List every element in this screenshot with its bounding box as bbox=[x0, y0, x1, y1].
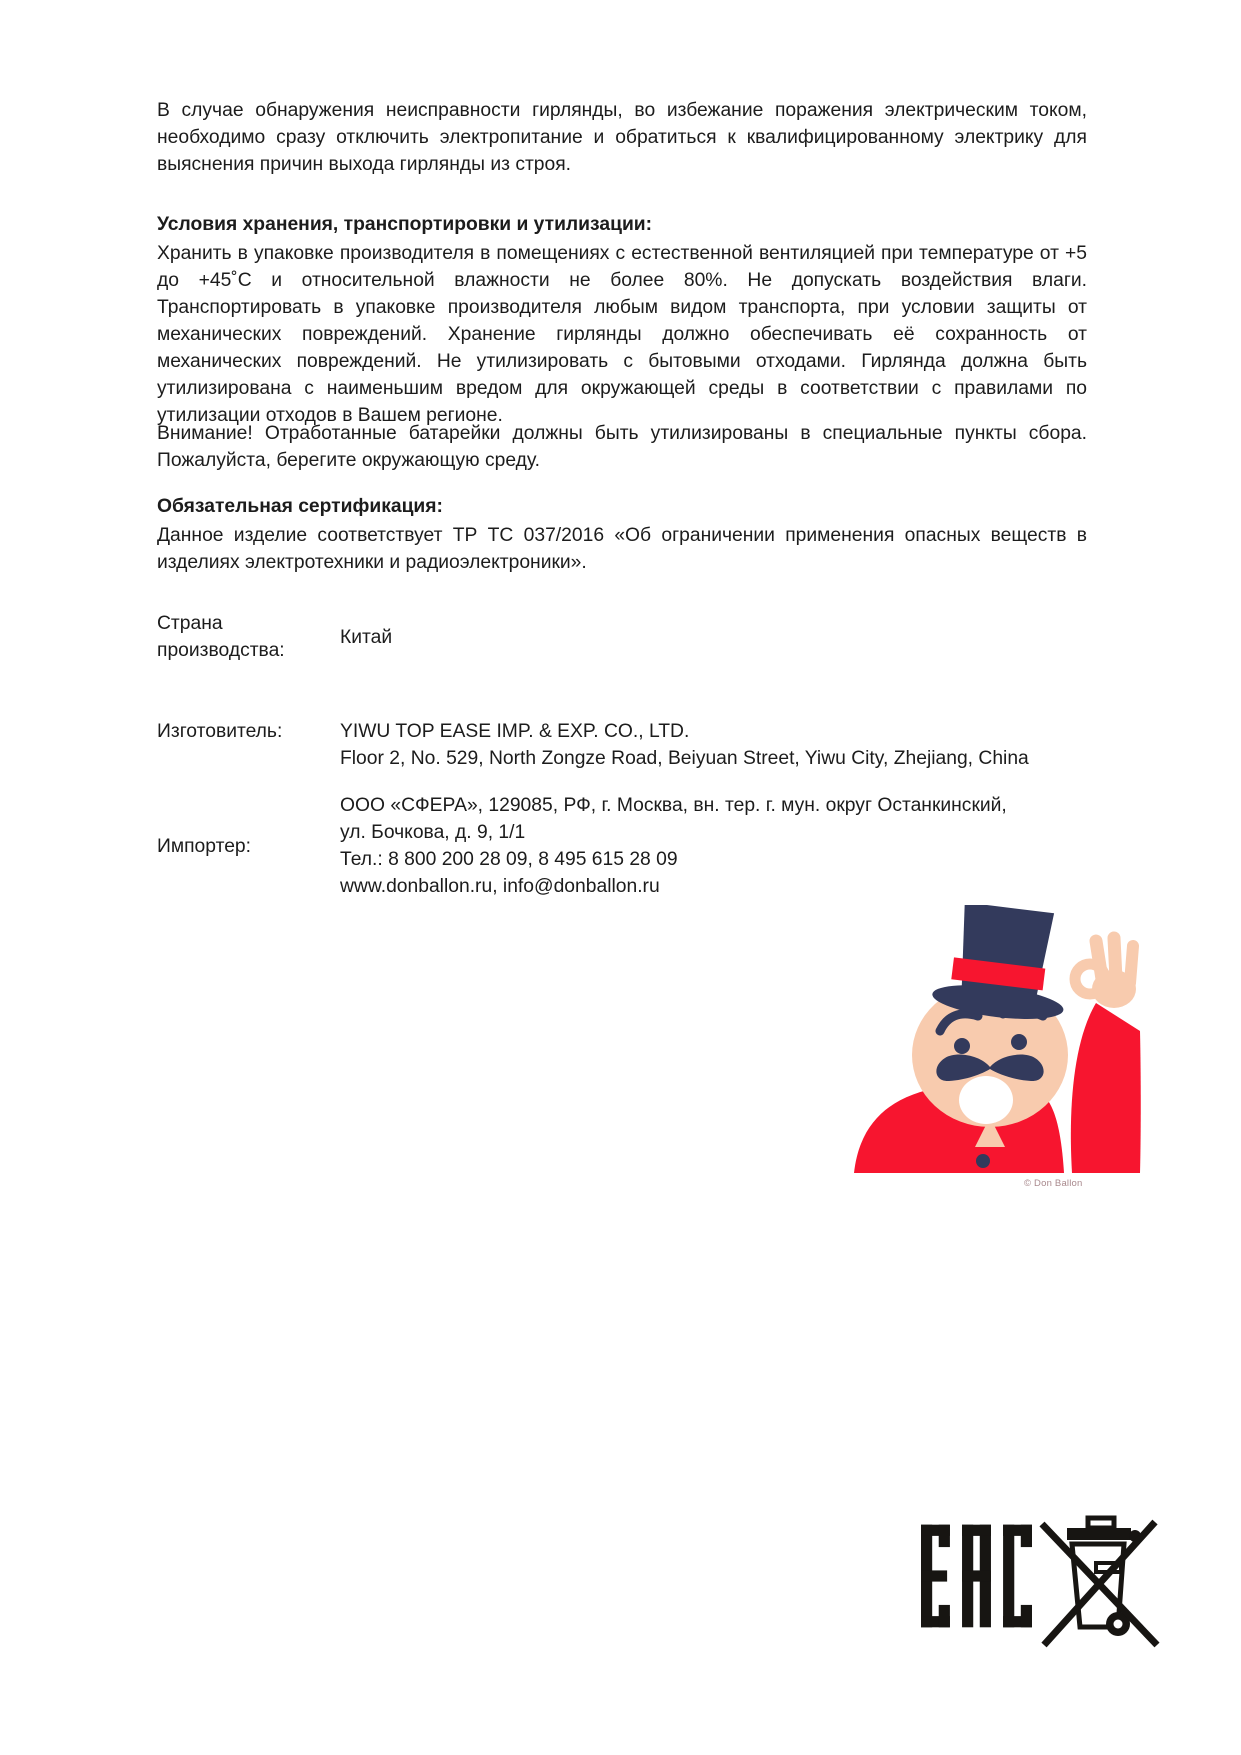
crossed-out-wheeled-bin-icon bbox=[1038, 1512, 1162, 1650]
detail-value-line: Floor 2, No. 529, North Zongze Road, Beiyuan Street, Yiwu City, Zhejiang, China bbox=[340, 748, 1029, 769]
detail-value bbox=[340, 718, 1087, 772]
detail-value-line: ООО «СФЕРА», 129085, РФ, г. Москва, вн. тер. г. мун. округ Останкинский, bbox=[340, 795, 1007, 816]
detail-row bbox=[157, 792, 1087, 900]
manufacturer-details-table bbox=[157, 610, 1087, 900]
eac-certification-icon bbox=[921, 1524, 1032, 1628]
mascot-ok-hand bbox=[1075, 938, 1136, 1008]
paragraph-battery-attention: Внимание! Отработанные батарейки должны быть утилизированы в специальные пункты сбора. Пожалуйста, берегите окружающую среду. bbox=[157, 423, 1087, 471]
heading-certification: Обязательная сертификация: bbox=[157, 496, 443, 517]
paragraph-fault-warning: В случае обнаружения неисправности гирлянды, во избежание поражения электрическим током, необходимо сразу отключить электропитание и обратиться к квалифицированному электрику для выяснения причин выхода гирлянды из строя. bbox=[157, 100, 1087, 175]
detail-value-line: YIWU TOP EASE IMP. & EXP. CO., LTD. bbox=[340, 721, 690, 742]
detail-value-line: ул. Бочкова, д. 9, 1/1 bbox=[340, 822, 526, 843]
detail-value bbox=[340, 792, 1087, 900]
detail-value-line: Тел.: 8 800 200 28 09, 8 495 615 28 09 bbox=[340, 849, 678, 870]
detail-label: Страна производства: bbox=[157, 613, 285, 661]
mascot-copyright: © Don Ballon bbox=[1024, 1178, 1083, 1189]
paragraph-certification: Данное изделие соответствует ТР ТС 037/2016 «Об ограничении применения опасных веществ в изделиях электротехники и радиоэлектроники». bbox=[157, 525, 1087, 573]
detail-value bbox=[340, 624, 1087, 651]
detail-row bbox=[157, 610, 1087, 664]
detail-label: Импортер: bbox=[157, 835, 251, 857]
detail-label: Изготовитель: bbox=[157, 721, 283, 742]
mascot-left-eye bbox=[954, 1038, 970, 1054]
detail-value-line: Китай bbox=[340, 626, 393, 648]
mascot-mouth bbox=[959, 1076, 1013, 1124]
mascot-top-hat bbox=[931, 905, 1075, 1025]
mascot-right-eye bbox=[1011, 1034, 1027, 1050]
detail-row bbox=[157, 718, 1087, 772]
don-ballon-mascot-illustration bbox=[850, 905, 1142, 1175]
detail-value-line: www.donballon.ru, info@donballon.ru bbox=[340, 876, 660, 897]
paragraph-storage-conditions: Хранить в упаковке производителя в помещениях с естественной вентиляцией при температуре от +5 до +45˚С и относительной влажности не более 80%. Не допускать воздействия влаги. Транспортировать в упаковке производителя любым видом транспорта, при условии защиты от механических повреждений. Хранение гирлянды должно обеспечивать её сохранность от механических повреждений. Не утилизировать с бытовыми отходами. Гирлянда должна быть утилизирована с наименьшим вредом для окружающей среды в соответствии с правилами по утилизации отходов в Вашем регионе. bbox=[157, 243, 1087, 426]
heading-storage-conditions: Условия хранения, транспортировки и утилизации: bbox=[157, 214, 653, 235]
mascot-shirt-button bbox=[976, 1154, 990, 1168]
